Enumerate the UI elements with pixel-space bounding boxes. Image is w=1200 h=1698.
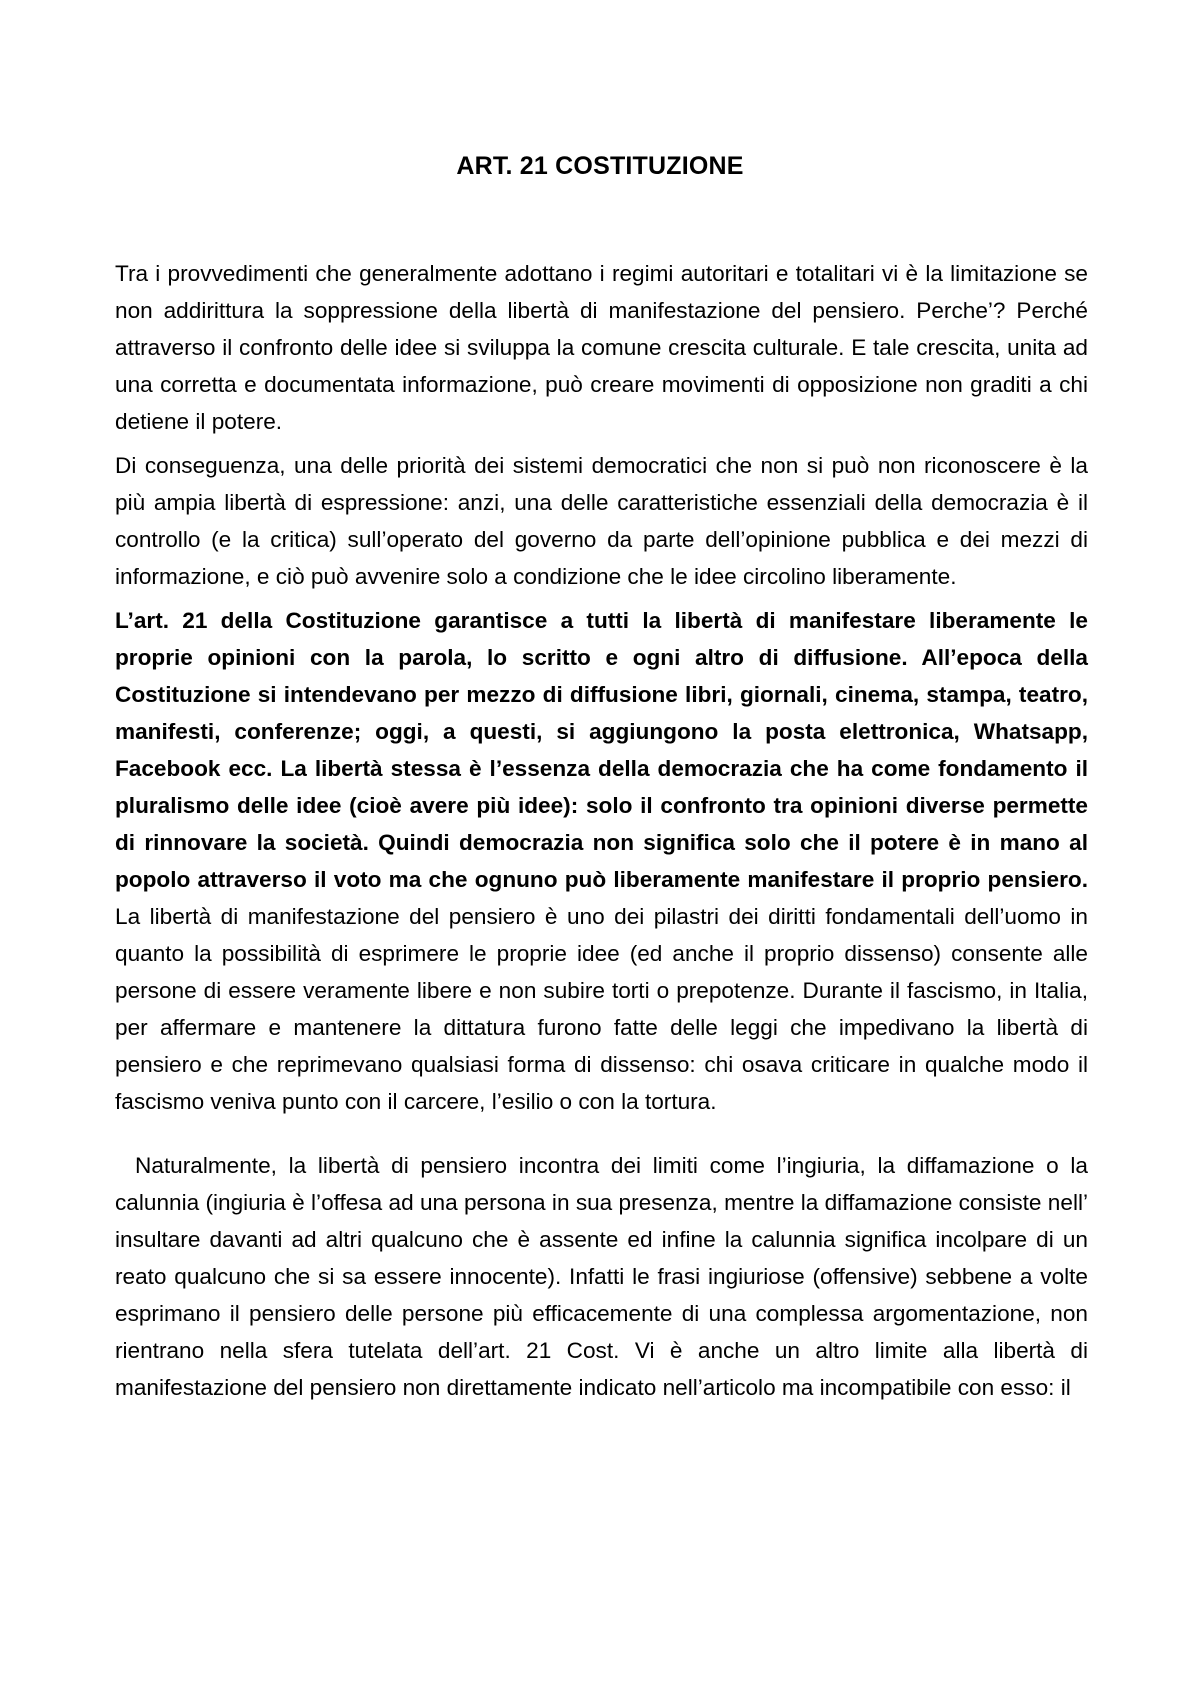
paragraph-3 <box>115 602 1088 1120</box>
document-body <box>115 255 1088 1406</box>
document-title: ART. 21 COSTITUZIONE <box>456 152 744 180</box>
paragraph-1: Tra i provvedimenti che generalmente adottano i regimi autoritari e totalitari vi è la limitazione se non addirittura la soppressione della libertà di manifestazione del pensiero. Perche’? Perché attraverso il confronto delle idee si sviluppa la comune crescita culturale. E tale crescita, unita ad una corretta e documentata informazione, può creare movimenti di opposizione non graditi a chi detiene il potere. <box>115 261 1088 434</box>
paragraph-4: Naturalmente, la libertà di pensiero incontra dei limiti come l’ingiuria, la diffamazione o la calunnia (ingiuria è l’offesa ad una persona in sua presenza, mentre la diffamazione consiste nell’ insultare davanti ad altri qualcuno che è assente ed infine la calunnia significa incolpare di un reato qualcuno che si sa essere innocente). Infatti le frasi ingiuriose (offensive) sebbene a volte esprimano il pensiero delle persone più efficacemente di una complessa argomentazione, non rientrano nella sfera tutelata dell’art. 21 Cost. Vi è anche un altro limite alla libertà di manifestazione del pensiero non direttamente indicato nell’articolo ma incompatibile con esso: il <box>115 1153 1088 1400</box>
paragraph-3-bold-text: L’art. 21 della Costituzione garantisce a tutti la libertà di manifestare liberamente le proprie opinioni con la parola, lo scritto e ogni altro di diffusione. All’epoca della Costituzione si intendevano per mezzo di diffusione libri, giornali, cinema, stampa, teatro, manifesti, conferenze; oggi, a questi, si aggiungono la posta elettronica, Whatsapp, Facebook ecc. La libertà stessa è l’essenza della democrazia che ha come fondamento il pluralismo delle idee (cioè avere più idee): solo il confronto tra opinioni diverse permette di rinnovare la società. Quindi democrazia non significa solo che il potere è in mano al popolo attraverso il voto ma che ognuno può liberamente manifestare il proprio pensiero. <box>115 608 1088 892</box>
paragraph-2: Di conseguenza, una delle priorità dei sistemi democratici che non si può non riconoscere è la più ampia libertà di espressione: anzi, una delle caratteristiche essenziali della democrazia è il controllo (e la critica) sull’operato del governo da parte dell’opinione pubblica e dei mezzi di informazione, e ciò può avvenire solo a condizione che le idee circolino liberamente. <box>115 453 1088 589</box>
paragraph-3-regular-text: La libertà di manifestazione del pensiero è uno dei pilastri dei diritti fondamentali dell’uomo in quanto la possibilità di esprimere le proprie idee (ed anche il proprio dissenso) consente alle persone di essere veramente libere e non subire torti o prepotenze. Durante il fascismo, in Italia, per affermare e mantenere la dittatura furono fatte delle leggi che impedivano la libertà di pensiero e che reprimevano qualsiasi forma di dissenso: chi osava criticare in qualche modo il fascismo veniva punto con il carcere, l’esilio o con la tortura. <box>115 904 1088 1114</box>
